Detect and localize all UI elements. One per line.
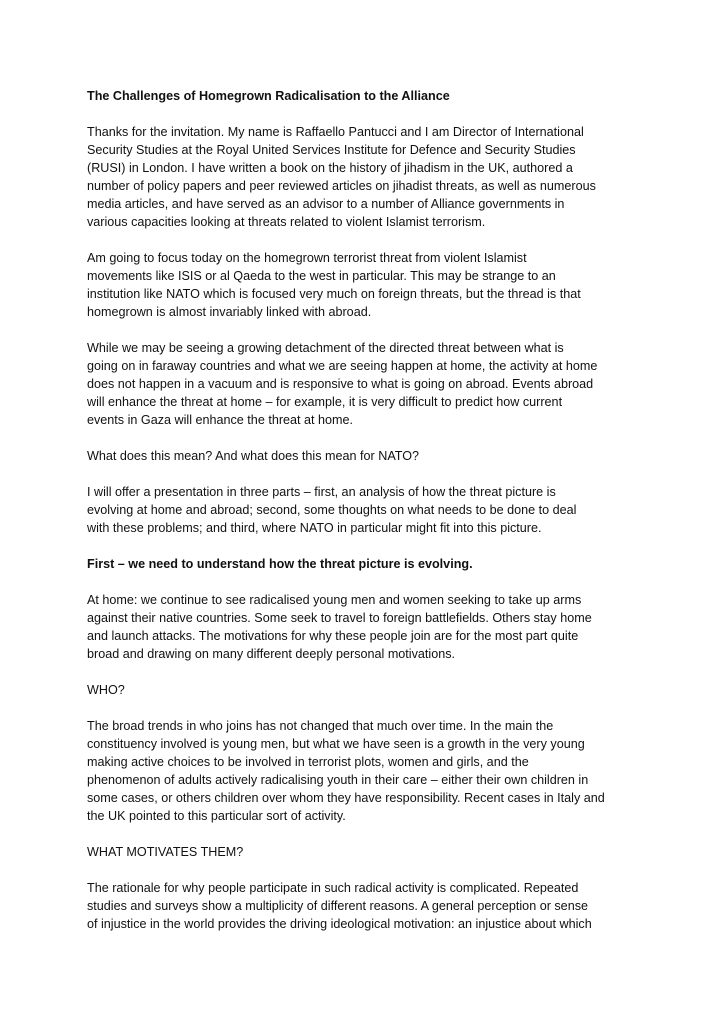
text-line: making active choices to be involved in terrorist plots, women and girls, and the bbox=[87, 755, 529, 769]
body-paragraph bbox=[87, 447, 650, 465]
body-paragraph bbox=[87, 681, 650, 699]
body-paragraph bbox=[87, 123, 650, 231]
body-paragraph bbox=[87, 717, 650, 825]
text-line: media articles, and have served as an advisor to a number of Alliance governments in bbox=[87, 197, 565, 211]
text-line: constituency involved is young men, but what we have seen is a growth in the very young bbox=[87, 737, 585, 751]
text-line: The rationale for why people participate in such radical activity is complicated. Repeated bbox=[87, 881, 579, 895]
text-line: some cases, or others children over whom they have responsibility. Recent cases in Italy and bbox=[87, 791, 605, 805]
text-line: against their native countries. Some seek to travel to foreign battlefields. Others stay home bbox=[87, 611, 592, 625]
body-paragraph bbox=[87, 483, 650, 537]
text-line: broad and drawing on many different deeply personal motivations. bbox=[87, 647, 456, 661]
text-line: I will offer a presentation in three parts – first, an analysis of how the threat picture is bbox=[87, 485, 556, 499]
text-line: studies and surveys show a multiplicity of different reasons. A general perception or sense bbox=[87, 899, 588, 913]
text-line: homegrown is almost invariably linked with abroad. bbox=[87, 305, 372, 319]
text-line: evolving at home and abroad; second, some thoughts on what needs to be done to deal bbox=[87, 503, 577, 517]
body-paragraph bbox=[87, 339, 650, 429]
text-line: (RUSI) in London. I have written a book on the history of jihadism in the UK, authored a bbox=[87, 161, 573, 175]
text-line: The broad trends in who joins has not changed that much over time. In the main the bbox=[87, 719, 554, 733]
text-line: does not happen in a vacuum and is responsive to what is going on abroad. Events abroad bbox=[87, 377, 594, 391]
document-body bbox=[87, 87, 650, 933]
text-line: with these problems; and third, where NATO in particular might fit into this picture. bbox=[87, 521, 542, 535]
document-title: The Challenges of Homegrown Radicalisation to the Alliance bbox=[87, 89, 450, 103]
section-heading bbox=[87, 555, 650, 573]
body-paragraph bbox=[87, 879, 650, 933]
text-line: number of policy papers and peer reviewed articles on jihadist threats, as well as numerous bbox=[87, 179, 596, 193]
paragraph-container bbox=[87, 123, 650, 933]
text-line: First – we need to understand how the threat picture is evolving. bbox=[87, 557, 473, 571]
text-line: events in Gaza will enhance the threat at home. bbox=[87, 413, 354, 427]
text-line: phenomenon of adults actively radicalising youth in their care – either their own children in bbox=[87, 773, 589, 787]
text-line: What does this mean? And what does this mean for NATO? bbox=[87, 449, 420, 463]
text-line: of injustice in the world provides the driving ideological motivation: an injustice about which bbox=[87, 917, 592, 931]
text-line: the UK pointed to this particular sort of activity. bbox=[87, 809, 346, 823]
text-line: Thanks for the invitation. My name is Raffaello Pantucci and I am Director of International bbox=[87, 125, 584, 139]
body-paragraph bbox=[87, 843, 650, 861]
text-line: WHAT MOTIVATES THEM? bbox=[87, 845, 244, 859]
text-line: movements like ISIS or al Qaeda to the west in particular. This may be strange to an bbox=[87, 269, 556, 283]
text-line: WHO? bbox=[87, 683, 125, 697]
body-paragraph bbox=[87, 591, 650, 663]
text-line: While we may be seeing a growing detachment of the directed threat between what is bbox=[87, 341, 564, 355]
text-line: Security Studies at the Royal United Services Institute for Defence and Security Studies bbox=[87, 143, 576, 157]
text-line: going on in faraway countries and what we are seeing happen at home, the activity at home bbox=[87, 359, 598, 373]
text-line: Am going to focus today on the homegrown terrorist threat from violent Islamist bbox=[87, 251, 527, 265]
text-line: At home: we continue to see radicalised young men and women seeking to take up arms bbox=[87, 593, 582, 607]
text-line: various capacities looking at threats related to violent Islamist terrorism. bbox=[87, 215, 486, 229]
body-paragraph bbox=[87, 249, 650, 321]
text-line: and launch attacks. The motivations for why these people join are for the most part quite bbox=[87, 629, 579, 643]
text-line: institution like NATO which is focused very much on foreign threats, but the thread is that bbox=[87, 287, 581, 301]
text-line: will enhance the threat at home – for example, it is very difficult to predict how current bbox=[87, 395, 563, 409]
